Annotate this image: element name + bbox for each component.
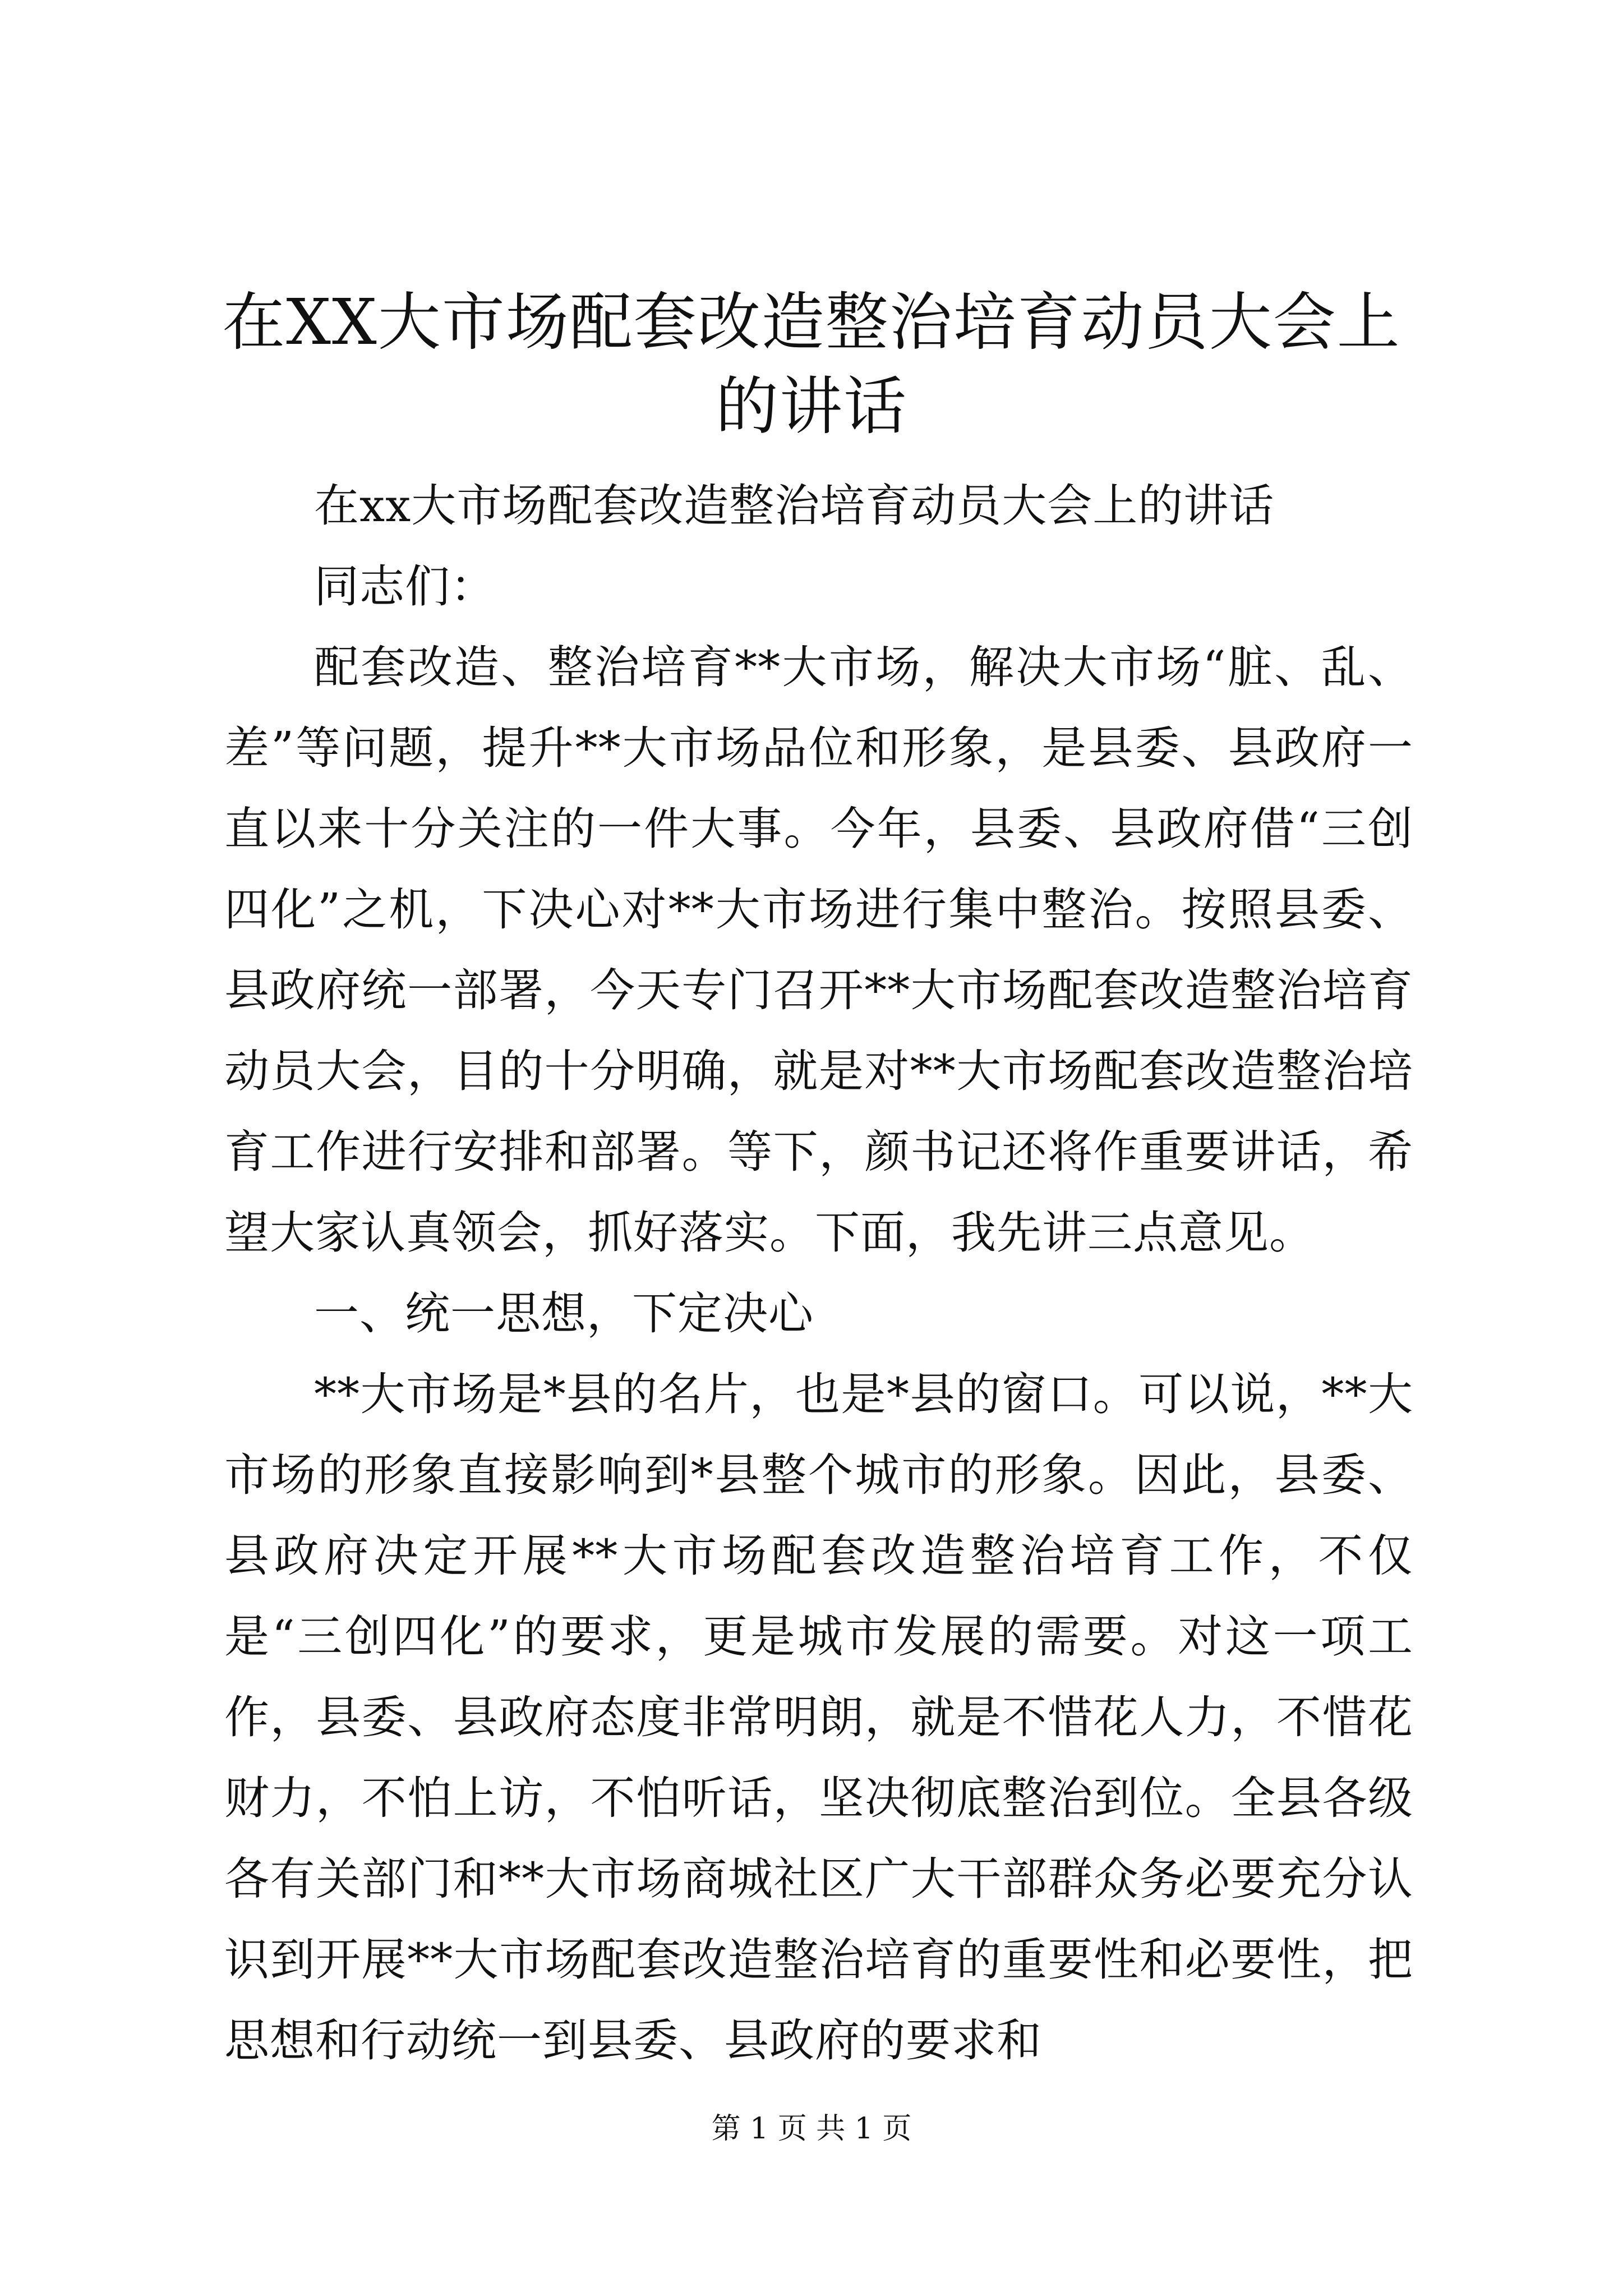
section-paragraph: **大市场是*县的名片，也是*县的窗口。可以说，**大市场的形象直接影响到*县整个城市的形象。因此，县委、县政府决定开展**大市场配套改造整治培育工作，不仅是“三创四化”的要求，更是城市发展的需要。对这一项工作，县委、县政府态度非常明朗，就是不惜花人力，不惜花财力，不怕上访，不怕听话，坚决彻底整治到位。全县各级各有关部门和**大市场商城社区广大干部群众务必要充分认识到开展**大市场配套改造整治培育的重要性和必要性，把思想和行动统一到县委、县政府的要求和 bbox=[224, 1368, 1413, 2067]
salutation-paragraph: 同志们： bbox=[314, 560, 496, 613]
intro-paragraph: 配套改造、整治培育**大市场，解决大市场“脏、乱、差”等问题，提升**大市场品位和形象，是县委、县政府一直以来十分关注的一件大事。今年，县委、县政府借“三创四化”之机，下决心对**大市场进行集中整治。按照县委、县政府统一部署，今天专门召开**大市场配套改造整治培育动员大会，目的十分明确，就是对**大市场配套改造整治培育工作进行安排和部署。等下，颜书记还将作重要讲话，希望大家认真领会，抓好落实。下面，我先讲三点意见。 bbox=[224, 641, 1413, 1259]
subtitle-paragraph: 在xx大市场配套改造整治培育动员大会上的讲话 bbox=[314, 480, 1275, 532]
document-title: 在XX大市场配套改造整治培育动员大会上的讲话 bbox=[222, 286, 1401, 443]
page-footer: 第 1 页 共 1 页 bbox=[711, 2112, 912, 2146]
document-body bbox=[224, 466, 1413, 2081]
section-heading: 一、统一思想，下定决心 bbox=[314, 1287, 814, 1340]
